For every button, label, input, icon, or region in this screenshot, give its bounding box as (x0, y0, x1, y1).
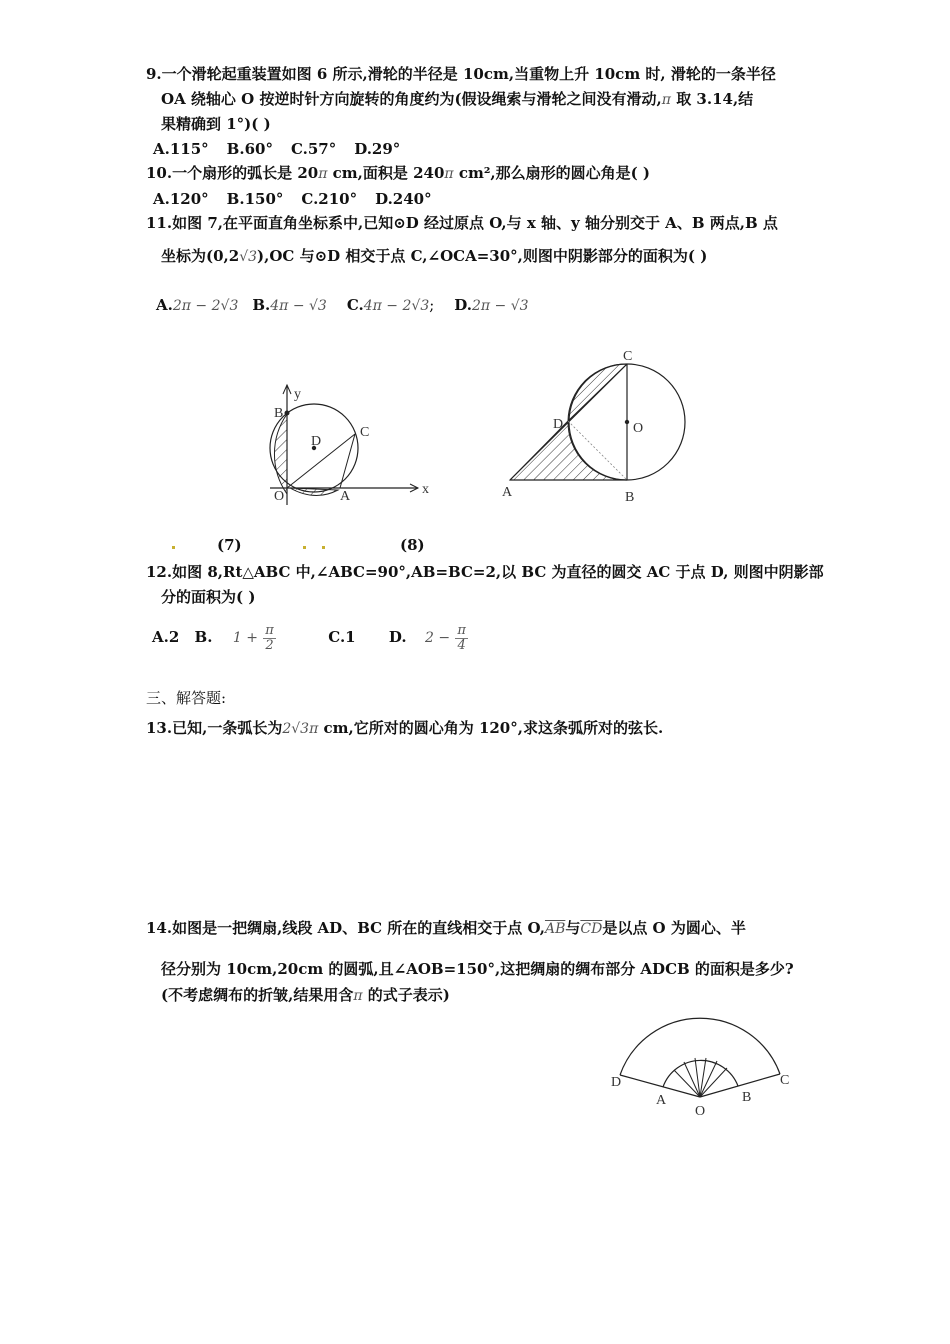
fan-label-a: A (656, 1093, 667, 1108)
q9-option-c: C.57° (290, 140, 337, 158)
q9-line2-text-b: 取 3.14,结 (670, 90, 754, 108)
q10-text-a: 10.一个扇形的弧长是 20 (146, 164, 319, 182)
pi-symbol: π (353, 988, 363, 1004)
q14-line2: 径分别为 10cm,20cm 的圆弧,且∠AOB=150°,这把绸扇的绸布部分 ADCB 的面积是多少? (161, 960, 794, 978)
q10-option-b: B.150° (226, 190, 284, 208)
q11-option-d-expr: 2π − √3 (472, 298, 529, 314)
q14-text-a: 14.如图是一把绸扇,线段 AD、BC 所在的直线相交于点 O, (146, 919, 545, 937)
q12-option-d-den: 4 (457, 637, 466, 653)
q10-option-c: C.210° (301, 190, 358, 208)
q11-option-b-expr: 4π − √3 (270, 298, 327, 314)
q10-text-b: cm,面积是 240 (327, 164, 445, 182)
fig7-label-c: C (360, 425, 370, 440)
fan-label-d: D (611, 1075, 622, 1090)
pi-symbol: π (661, 92, 671, 108)
q14-with: 与 (565, 919, 581, 937)
q11-line2-text: 坐标为(0,2 (161, 247, 240, 265)
section-heading: 三、解答题: (146, 689, 227, 707)
fan-segment-co (700, 1074, 780, 1097)
fig8-shaded-lower (510, 421, 627, 480)
q13-text-a: 13.已知,一条弧长为 (146, 719, 283, 737)
fig8-label-d: D (553, 417, 564, 432)
q14-arc-cd: $\overline{CD}$ (580, 921, 603, 937)
q13-line (146, 718, 663, 739)
q12-option-d-fraction (455, 624, 468, 653)
fig8-label-a: A (502, 485, 513, 500)
q11-line2 (161, 246, 707, 267)
q9-option-b: B.60° (226, 140, 273, 158)
sqrt3-expr: √3 (239, 249, 258, 265)
speck-mark (303, 546, 306, 549)
fig7-label-b: B (274, 406, 284, 421)
q14-text-d: 的式子表示) (362, 986, 450, 1004)
q11-option-d-label: D. (454, 296, 472, 314)
pi-symbol: π (318, 166, 328, 182)
q9-options (153, 139, 418, 159)
q14-text-c: (不考虑绸布的折皱,结果用含 (161, 986, 354, 1004)
q12-option-a: A.2 (152, 628, 180, 646)
q12-option-d-label: D. (388, 628, 407, 646)
q10-line (146, 163, 650, 184)
q12-option-b-whole: 1 + (232, 630, 259, 646)
fig7-label-y: y (294, 387, 301, 402)
q12-options (152, 620, 468, 655)
fig7-label-a: A (340, 489, 351, 504)
figure-8 (502, 349, 685, 505)
figure-7 (270, 385, 429, 505)
q9-option-d: D.29° (354, 140, 401, 158)
fig7-label-d: D (311, 434, 322, 449)
q9-line1: 9.一个滑轮起重装置如图 6 所示,滑轮的半径是 10cm,当重物上升 10cm 时, 滑轮的一条半径 (146, 65, 776, 83)
fig8-label-b: B (625, 490, 635, 505)
q10-option-a: A.120° (153, 190, 209, 208)
fig7-label-o: O (274, 489, 285, 504)
fan-label-c: C (780, 1073, 790, 1088)
pi-symbol: π (444, 166, 454, 182)
q11-option-b-label: B. (252, 296, 271, 314)
fig8-label-o: O (633, 421, 644, 436)
q9-option-a: A.115° (153, 140, 209, 158)
q14-line3 (161, 985, 450, 1006)
q11-options (156, 295, 529, 316)
fig8-label-c: C (623, 349, 633, 364)
q14-line1 (146, 918, 746, 939)
q12-option-b-den: 2 (265, 637, 274, 653)
fan-label-b: B (742, 1090, 752, 1105)
fig7-chord-ca (340, 434, 355, 488)
q11-option-a-expr: 2π − 2√3 (172, 298, 239, 314)
fig7-point-b (285, 411, 290, 416)
q10-text-c: cm²,那么扇形的圆心角是( ) (453, 164, 651, 182)
q12-option-c: C.1 (328, 628, 356, 646)
figures-7-8 (0, 340, 950, 520)
q12-option-b-fraction (263, 624, 276, 653)
q11-option-c-suffix: ; (429, 296, 435, 314)
fan-figure (600, 1010, 800, 1120)
q12-line2: 分的面积为( ) (161, 588, 256, 606)
q12-option-b-label: B. (194, 628, 213, 646)
speck-mark (172, 546, 175, 549)
q9-line2-text: OA 绕轴心 O 按逆时针方向旋转的角度约为(假设绳索与滑轮之间没有滑动, (161, 90, 662, 108)
q12-line1: 12.如图 8,Rt△ABC 中,∠ABC=90°,AB=BC=2,以 BC 为直径的圆交 AC 于点 D, 则图中阴影部 (146, 563, 824, 581)
fig7-label-x: x (422, 482, 429, 497)
q10-option-d: D.240° (375, 190, 432, 208)
q11-option-a-label: A. (156, 296, 173, 314)
q11-line2-text-b: ),OC 与⊙D 相交于点 C,∠OCA=30°,则图中阴影部分的面积为( ) (257, 247, 708, 265)
q14-arc-ab: $\overline{AB}$ (544, 921, 566, 937)
q14-text-b: 是以点 O 为圆心、半 (602, 919, 746, 937)
q13-text-b: cm,它所对的圆心角为 120°,求这条弧所对的弦长. (318, 719, 664, 737)
q10-options (153, 189, 450, 209)
fig8-caption: (8) (400, 536, 425, 554)
fan-outer-arc (620, 1018, 780, 1075)
fig7-caption: (7) (217, 536, 242, 554)
q11-option-c-label: C. (346, 296, 364, 314)
q12-option-d-whole: 2 − (425, 630, 451, 646)
fan-inner-arc (663, 1060, 738, 1087)
fig8-point-o (625, 420, 629, 424)
fan-label-o: O (695, 1104, 706, 1119)
q9-line2 (161, 89, 753, 110)
q9-line3: 果精确到 1°)( ) (161, 115, 271, 133)
q11-option-c-expr: 4π − 2√3 (363, 298, 430, 314)
q13-arc-expr: 2√3π (282, 721, 319, 737)
q12-option-b-num: π (265, 622, 274, 638)
q12-option-d-num: π (457, 622, 466, 638)
q11-line1: 11.如图 7,在平面直角坐标系中,已知⊙D 经过原点 O,与 x 轴、y 轴分别交于 A、B 两点,B 点 (146, 214, 778, 232)
speck-mark (322, 546, 325, 549)
